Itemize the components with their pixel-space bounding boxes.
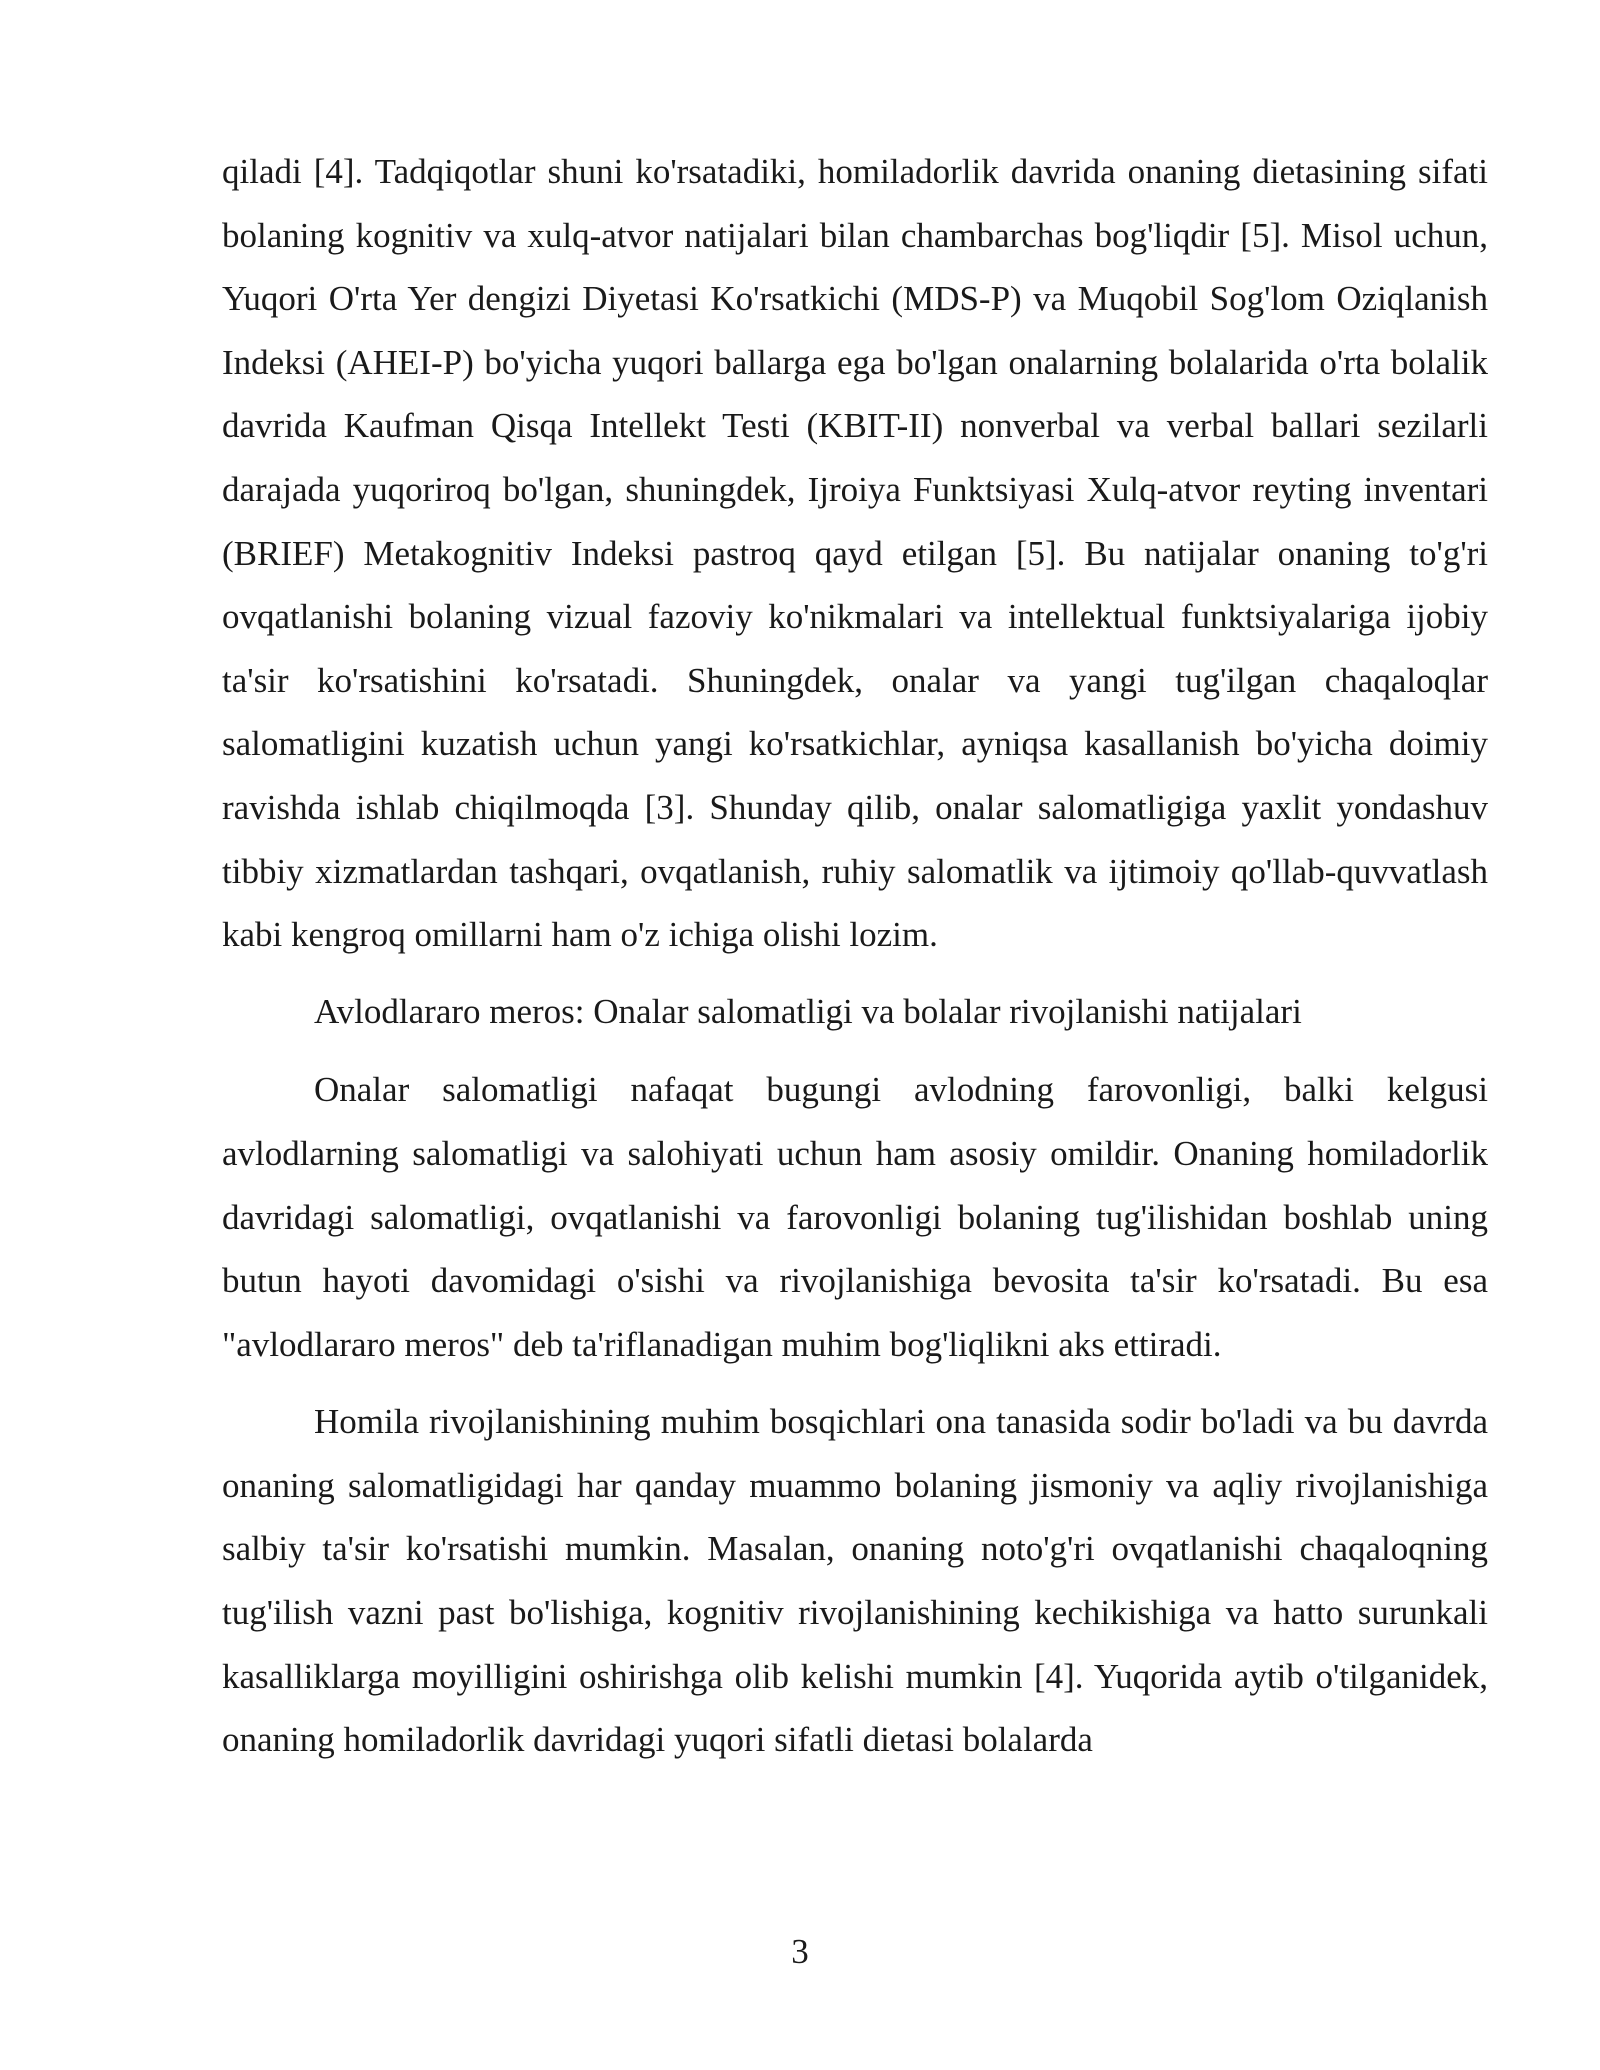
- body-paragraph: Onalar salomatligi nafaqat bugungi avlodning farovonligi, balki kelgusi avlodlarning salomatligi va salohiyati uchun ham asosiy omildir. Onaning homiladorlik davridagi salomatligi, ovqatlanishi va farovonligi bolaning tug'ilishidan boshlab uning butun hayoti davomidagi o'sishi va rivojlanishiga bevosita ta'sir ko'rsatadi. Bu esa "avlodlararo meros" deb ta'riflanadigan muhim bog'liqlikni aks ettiradi.: [222, 1070, 1488, 1364]
- section-heading: Avlodlararo meros: Onalar salomatligi va bolalar rivojlanishi natijalari: [314, 991, 1302, 1031]
- document-page: [222, 140, 1488, 1772]
- page-number: 3: [791, 1932, 809, 1971]
- body-paragraph-continued: qiladi [4]. Tadqiqotlar shuni ko'rsatadiki, homiladorlik davrida onaning dietasining sifati bolaning kognitiv va xulq-atvor natijalari bilan chambarchas bog'liqdir [5]. Misol uchun, Yuqori O'rta Yer dengizi Diyetasi Ko'rsatkichi (MDS-P) va Muqobil Sog'lom Oziqlanish Indeksi (AHEI-P) bo'yicha yuqori ballarga ega bo'lgan onalarning bolalarida o'rta bolalik davrida Kaufman Qisqa Intellekt Testi (KBIT-II) nonverbal va verbal ballari sezilarli darajada yuqoriroq bo'lgan, shuningdek, Ijroiya Funktsiyasi Xulq-atvor reyting inventari (BRIEF) Metakognitiv Indeksi pastroq qayd etilgan [5]. Bu natijalar onaning to'g'ri ovqatlanishi bolaning vizual fazoviy ko'nikmalari va intellektual funktsiyalariga ijobiy ta'sir ko'rsatishini ko'rsatadi. Shuningdek, onalar va yangi tug'ilgan chaqaloqlar salomatligini kuzatish uchun yangi ko'rsatkichlar, ayniqsa kasallanish bo'yicha doimiy ravishda ishlab chiqilmoqda [3]. Shunday qilib, onalar salomatligiga yaxlit yondashuv tibbiy xizmatlardan tashqari, ovqatlanish, ruhiy salomatlik va ijtimoiy qo'llab-quvvatlash kabi kengroq omillarni ham o'z ichiga olishi lozim.: [222, 152, 1488, 955]
- body-paragraph: Homila rivojlanishining muhim bosqichlari ona tanasida sodir bo'ladi va bu davrda onaning salomatligidagi har qanday muammo bolaning jismoniy va aqliy rivojlanishiga salbiy ta'sir ko'rsatishi mumkin. Masalan, onaning noto'g'ri ovqatlanishi chaqaloqning tug'ilish vazni past bo'lishiga, kognitiv rivojlanishining kechikishiga va hatto surunkali kasalliklarga moyilligini oshirishga olib kelishi mumkin [4]. Yuqorida aytib o'tilganidek, onaning homiladorlik davridagi yuqori sifatli dietasi bolalarda: [222, 1402, 1488, 1760]
